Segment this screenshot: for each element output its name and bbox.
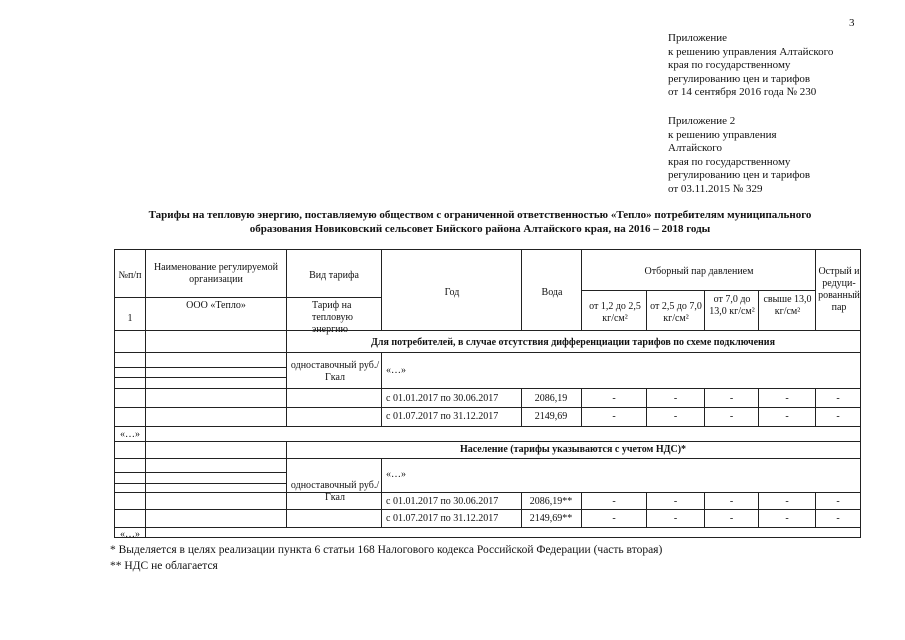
appendix-line: от 03.11.2015 № 329 (668, 182, 763, 195)
section-1-row-1-p1: - (612, 393, 616, 404)
section-2-row-2-p1: - (612, 513, 616, 524)
section-2-row-2-sharp: - (836, 513, 840, 524)
page-number: 3 (849, 17, 855, 29)
header-pressure-3: от 7,0 до 13,0 кг/см² (709, 294, 755, 317)
appendix-line: к решению управления (668, 128, 777, 141)
header-pressure-4: свыше 13,0 кг/см² (763, 294, 812, 317)
end-ellipsis: «…» (120, 529, 140, 540)
section-1-tariff-kind: одноставочный руб./Гкал (290, 360, 380, 383)
header-pressure-2: от 2,5 до 7,0 кг/см² (650, 301, 702, 324)
header-steam: Отборный пар давлением (644, 266, 754, 277)
appendix-line: Приложение 2 (668, 115, 736, 127)
section-1-row-2-p4: - (785, 411, 789, 422)
footnote-vat: * Выделяется в целях реализации пункта 6 статьи 168 Налогового кодекса Российской Федерации (часть вторая) (110, 544, 663, 556)
org-name: ООО «Тепло» (186, 300, 246, 311)
section-2-row-2-p2: - (673, 513, 678, 524)
row-number: 1 (127, 313, 133, 324)
header-sharp-steam: Острый и редуци-рованный пар (818, 266, 860, 313)
section-2-tariff-kind: одноставочный руб./Гкал (290, 480, 380, 503)
title-line: Тарифы на тепловую энергию, поставляемую обществом с ограниченной ответственностью «Тепло» потребителям муниципального (148, 209, 812, 221)
appendix-line: края по государственному (668, 155, 791, 168)
tariff-name: Тариф на тепловую энергию (312, 300, 354, 335)
section-1-row-2-water: 2149,69 (534, 411, 568, 422)
section-1-row-1-sharp: - (836, 393, 840, 404)
section-1-row-2-p3: - (729, 411, 734, 422)
appendix-line: регулированию цен и тарифов (668, 72, 811, 85)
mid-ellipsis: «…» (120, 429, 140, 440)
section-1-row-2-p1: - (612, 411, 616, 422)
section-2-row-2-water: 2149,69** (529, 513, 573, 524)
section-2-row-1-period: с 01.01.2017 по 30.06.2017 (386, 496, 499, 507)
section-2-row-1-p2: - (673, 496, 678, 507)
header-num: №п/п (118, 270, 142, 281)
section-2-ellipsis: «…» (386, 469, 406, 480)
section-1-row-1-p2: - (673, 393, 678, 404)
section-2-row-2-p4: - (785, 513, 789, 524)
section-2-row-1-sharp: - (836, 496, 840, 507)
appendix-line: от 14 сентября 2016 года № 230 (668, 86, 817, 99)
section-1-row-2-period: с 01.07.2017 по 31.12.2017 (386, 411, 499, 422)
appendix-line: края по государственному (668, 59, 791, 72)
section-2-row-1-water: 2086,19** (529, 496, 573, 507)
header-tariff-type: Вид тарифа (309, 270, 359, 281)
header-water: Вода (541, 287, 563, 298)
title-line: образования Новиковский сельсовет Бийского района Алтайского края, на 2016 – 2018 годы (249, 223, 711, 235)
footnote-no-vat: ** НДС не облагается (110, 560, 218, 572)
section-1-row-2-p2: - (673, 411, 678, 422)
section-2-row-2-period: с 01.07.2017 по 31.12.2017 (386, 513, 499, 524)
appendix-line: регулированию цен и тарифов (668, 169, 811, 182)
section-2-row-2-p3: - (729, 513, 734, 524)
appendix-line: к решению управления Алтайского (668, 45, 834, 58)
section-2-row-1-p3: - (729, 496, 734, 507)
section-1-row-1-p4: - (785, 393, 789, 404)
header-pressure-1: от 1,2 до 2,5 кг/см² (589, 301, 641, 324)
header-org: Наименование регулируемой организации (153, 262, 279, 285)
appendix-line: Приложение (668, 32, 728, 44)
section-2-row-1-p4: - (785, 496, 789, 507)
section-1-row-1-period: с 01.01.2017 по 30.06.2017 (386, 393, 499, 404)
section-1-row-2-sharp: - (836, 411, 840, 422)
section-1-row-1-p3: - (729, 393, 734, 404)
section-2-title: Население (тарифы указываются с учетом НДС)* (459, 444, 687, 455)
section-1-row-1-water: 2086,19 (534, 393, 568, 404)
appendix-line: Алтайского (668, 142, 723, 155)
section-1-title: Для потребителей, в случае отсутствия дифференциации тарифов по схеме подключения (371, 337, 775, 348)
section-1-ellipsis: «…» (386, 365, 406, 376)
section-2-row-1-p1: - (612, 496, 616, 507)
header-year: Год (444, 287, 460, 298)
